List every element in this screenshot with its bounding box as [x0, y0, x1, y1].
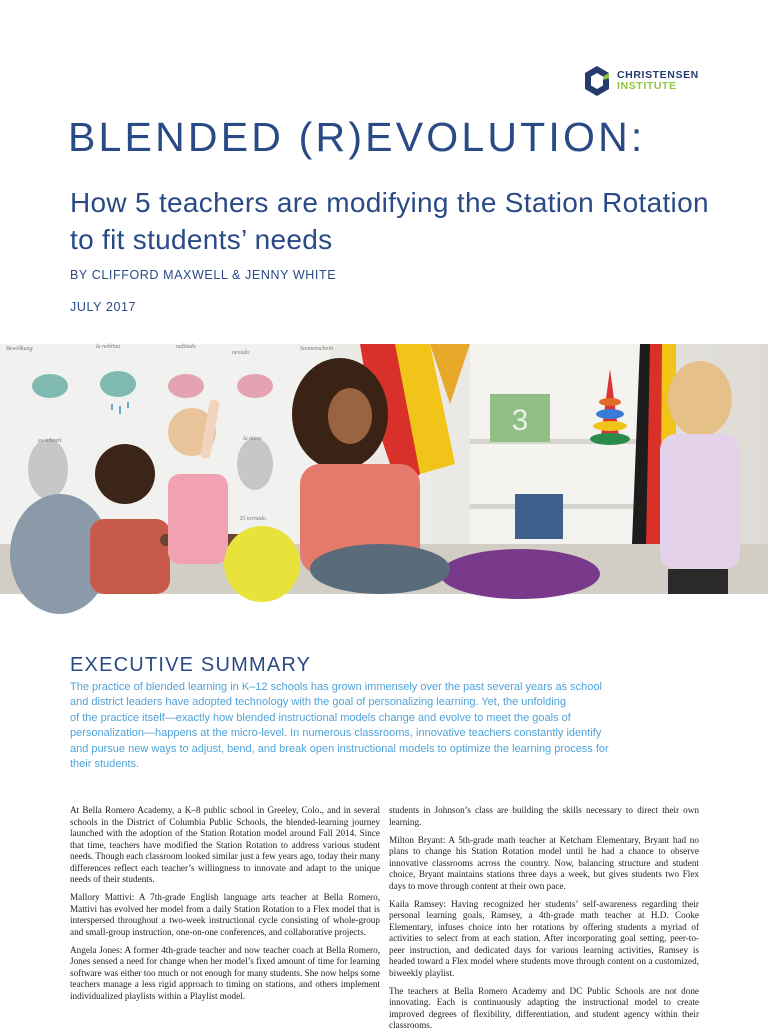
logo-line1: CHRISTENSEN [617, 69, 699, 81]
report-subtitle: How 5 teachers are modifying the Station Rotation to fit students’ needs [70, 187, 709, 255]
body-column-right [389, 805, 699, 1030]
wall-word: la neblina [96, 344, 121, 350]
wall-word: nublado [176, 344, 196, 350]
body-paragraph: Mallory Mattivi: A 7th-grade English language arts teacher at Bella Romero, Mattivi has evolved her model from a daily Station Rotation to a Flex model that is interspersed throughout a two-week instructional cycle consisting of whole-group and small-group instruction, one-on-one conferences, and collaborative projects. [70, 892, 380, 937]
body-paragraph: students in Johnson’s class are building the skills necessary to direct their own learning. [389, 805, 699, 827]
toy-block-number: 3 [511, 404, 529, 437]
wall-word: la nieve [243, 436, 262, 442]
body-paragraph: At Bella Romero Academy, a K–8 public school in Greeley, Colo., and in several schools in the District of Columbia Public Schools, the blended-learning journey launched with the adoption of the Station Rotation model around Fall 2014. Since that time, teachers have modified the Station Rotation to address various student needs. Though each classroom looked similar just a few years ago, today their many differences reflect each teacher’s willingness to innovate and adapt to the unique needs of their students. [70, 805, 380, 884]
body-paragraph: Milton Bryant: A 5th-grade math teacher at Ketcham Elementary, Bryant had no plans to change his Station Rotation model until he had a chance to observe innovative classrooms across the country. Now, balancing structure and student choice, Bryant maintains stations three days a week, but gives students two Flex days to move through content at their own pace. [389, 834, 699, 891]
body-paragraph: Angela Jones: A former 4th-grade teacher and now teacher coach at Bella Romero, Jones sensed a need for change when her model’s fixed amount of time for learning software was either too much or not enough for many students. She now helps some teachers manage a less rigid approach to timing on stations, and others implement individualized playlists within a Playlist model. [70, 944, 380, 1001]
wall-word: es schneit [38, 438, 62, 444]
wall-word: nevado [232, 350, 250, 356]
summary-line: and pursue new ways to adjust, bend, and break open instructional models to optimize the learning process for [70, 742, 609, 755]
summary-line: The practice of blended learning in K–12 schools has grown immensely over the past several years as school [70, 681, 602, 693]
wall-word: El tornado [240, 516, 266, 522]
logo-line2: INSTITUTE [617, 80, 677, 92]
executive-summary-heading: EXECUTIVE SUMMARY [70, 654, 312, 676]
body-paragraph: Kaila Ramsey: Having recognized her students’ self-awareness regarding their personal learning goals, Ramsey, a 4th-grade math teacher at H.D. Cooke Elementary, infuses choice into her rotations by offering students a myriad of activities to select from at each station. After incorporating goal setting, peer-to-peer instruction, and dedicated days for various learning activities, Ramsey is headed toward a Flex model where students move through content on a customized, biweekly playlist. [389, 898, 699, 978]
author-byline: BY CLIFFORD MAXWELL & JENNY WHITE [70, 268, 337, 282]
publication-date: JULY 2017 [70, 300, 137, 314]
wall-word: Bewölkung [6, 346, 33, 352]
summary-line: their students. [70, 758, 140, 771]
summary-line: and district leaders have adopted technology with the goal of personalizing learning. Yet, the unfolding [70, 696, 566, 709]
summary-line: personalization—happens at the micro-level. In numerous classrooms, innovative teachers constantly identify [70, 727, 602, 740]
wall-word: Sonnenschein [300, 346, 333, 352]
executive-summary-text [70, 680, 702, 772]
classroom-photo [0, 344, 768, 594]
christensen-institute-logo [583, 64, 699, 98]
report-title: BLENDED (R)EVOLUTION: [68, 114, 646, 160]
body-column-left [70, 805, 380, 1024]
hexagon-logo-icon [583, 65, 611, 97]
summary-line: of the practice itself—exactly how blended instructional models change and evolve to meet the goals of [70, 711, 571, 724]
body-paragraph: The teachers at Bella Romero Academy and DC Public Schools are not done innovating. Each is continuously adapting the instructional model to create improved degrees of flexibility, differentiation, and student agency within their classrooms. [389, 985, 699, 1030]
logo-text [617, 70, 699, 92]
